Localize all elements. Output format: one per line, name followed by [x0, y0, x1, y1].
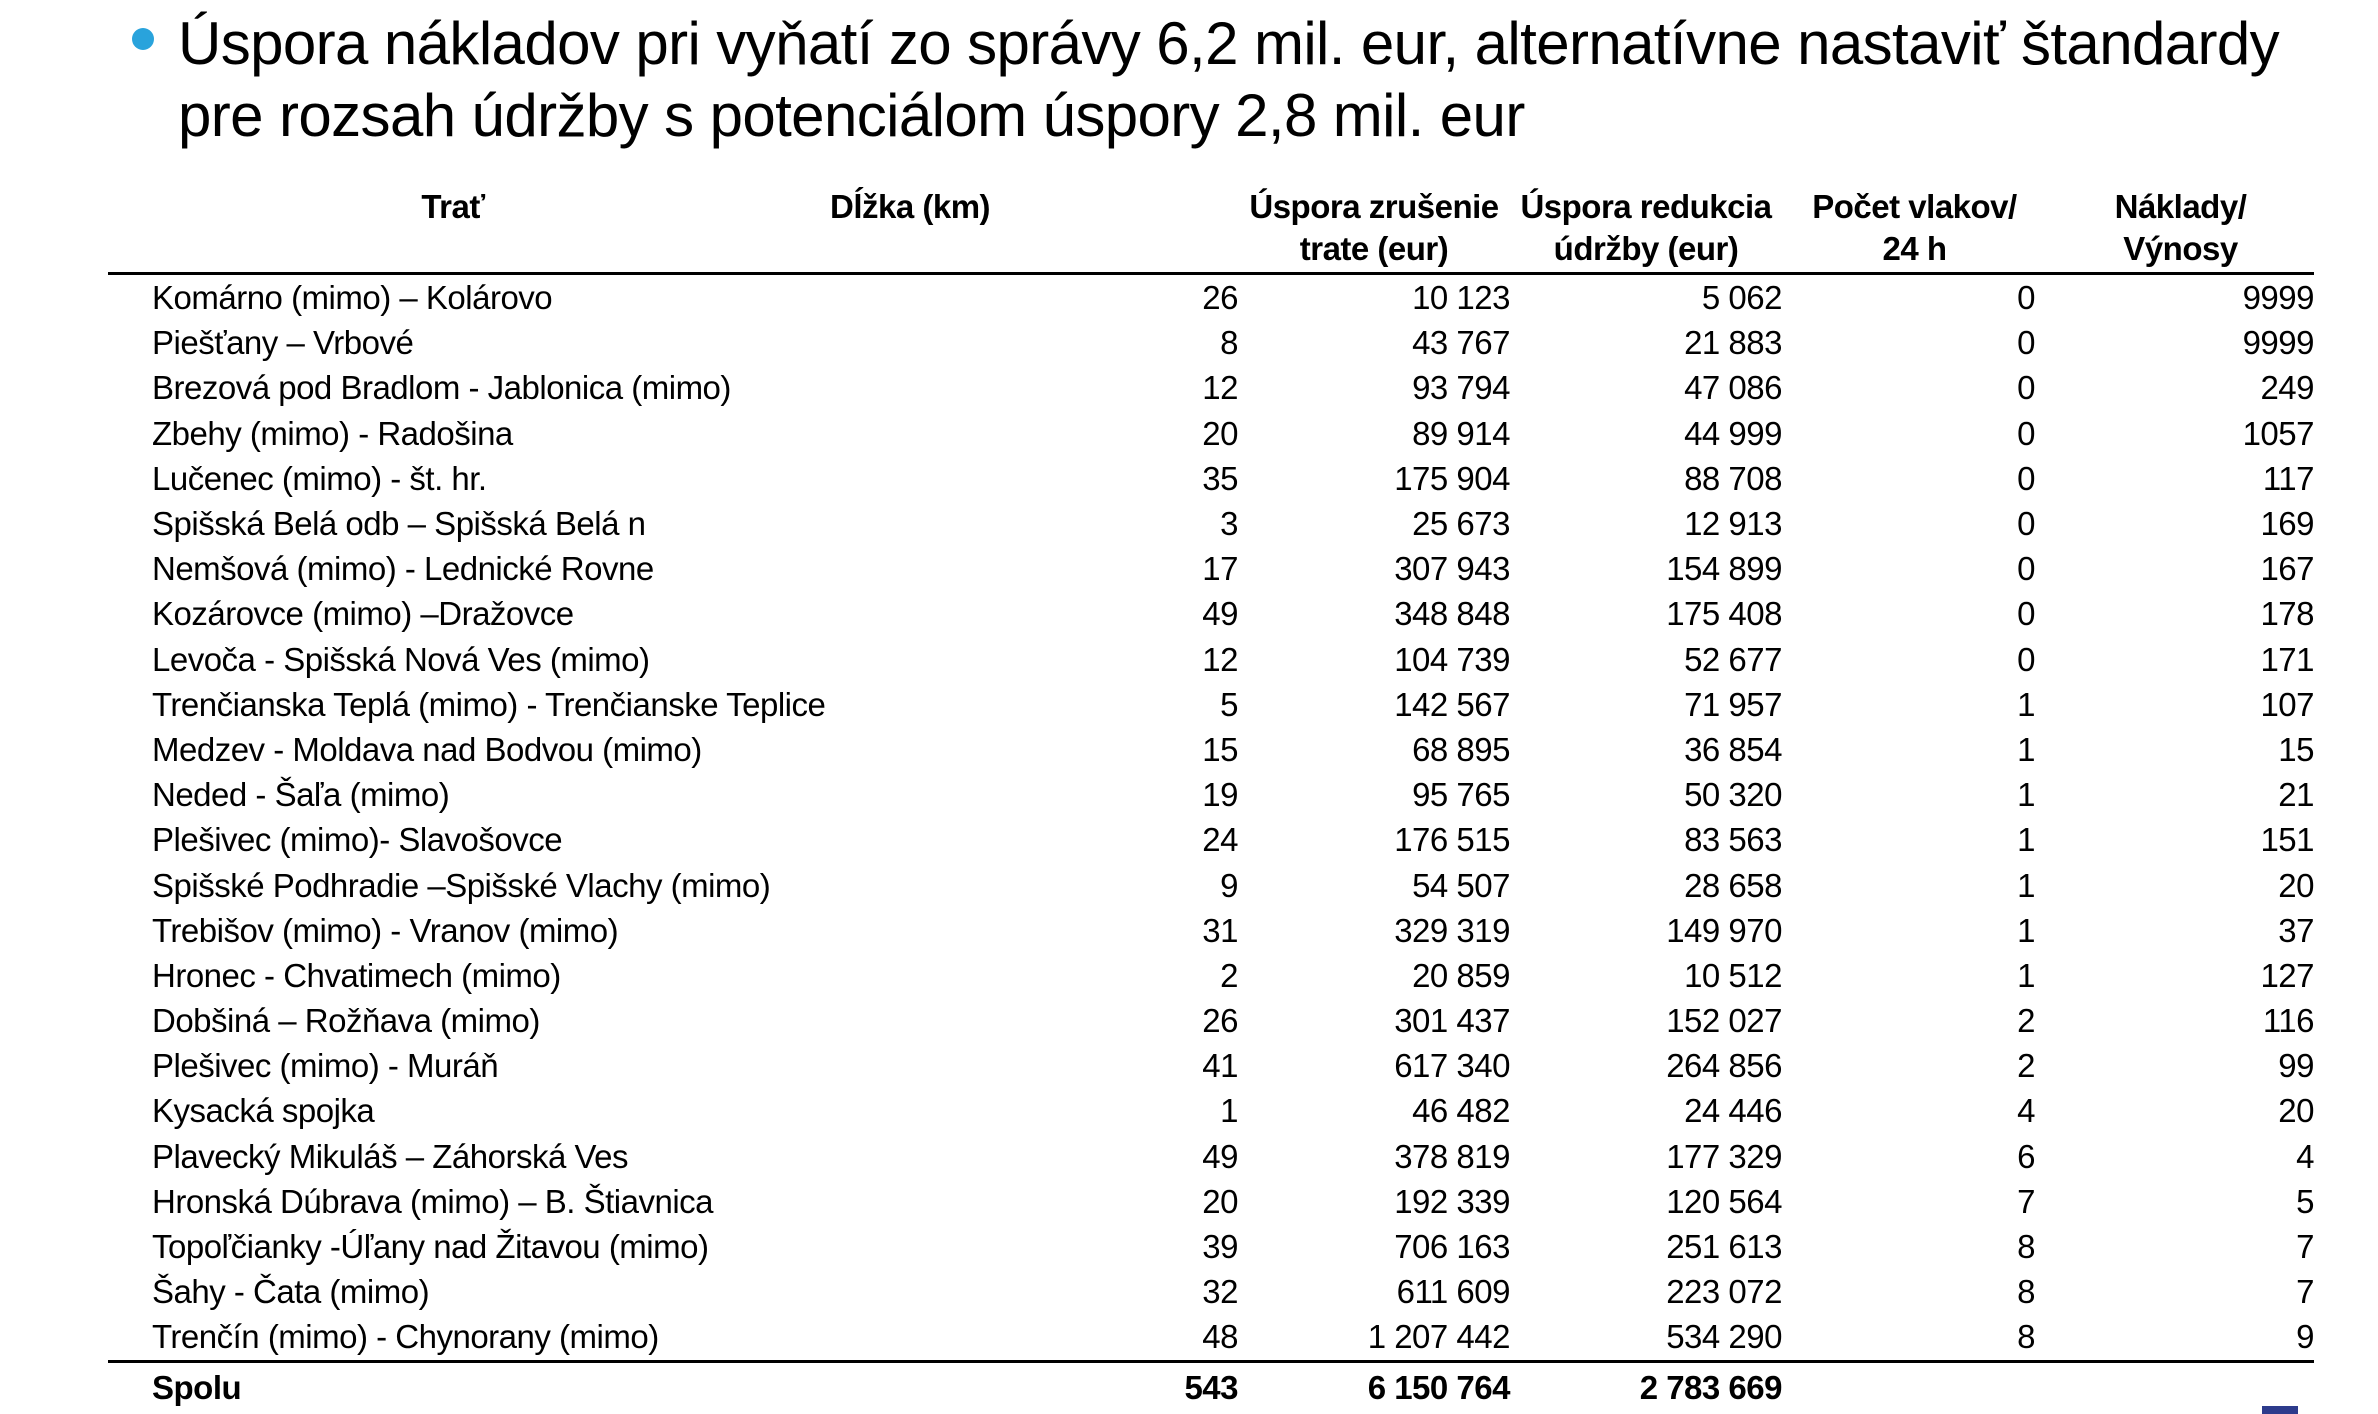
cell-uspora-redukcia: 83 563 [1684, 821, 1782, 859]
cell-trat: Trebišov (mimo) - Vranov (mimo) [152, 911, 619, 949]
cell-dlzka: 26 [1202, 279, 1238, 317]
table-header [108, 186, 2314, 274]
header-uspora-redukcia: Úspora redukcia údržby (eur) [1510, 186, 1782, 274]
cell-dlzka: 26 [1202, 1002, 1238, 1040]
table-row [108, 1314, 2314, 1361]
cell-naklady-vynosy: 9999 [2242, 324, 2314, 362]
cell-naklady-vynosy: 5 [2296, 1182, 2314, 1220]
table-row [108, 998, 2314, 1043]
table-row [108, 1179, 2314, 1224]
cell-naklady-vynosy: 117 [2262, 459, 2314, 497]
cell-naklady-vynosy: 178 [2260, 595, 2314, 633]
cell-pocet-vlakov: 0 [2017, 505, 2035, 543]
cell-naklady-vynosy: 167 [2260, 550, 2314, 588]
header-trat: Trať [108, 186, 998, 274]
cell-uspora-redukcia: 223 072 [1666, 1273, 1782, 1311]
table-row [108, 772, 2314, 817]
cell-uspora-redukcia: 36 854 [1684, 730, 1782, 768]
cell-trat: Spišská Belá odb – Spišská Belá n [152, 505, 646, 543]
cell-trat: Hronec - Chvatimech (mimo) [152, 956, 561, 994]
cell-uspora-redukcia: 71 957 [1684, 685, 1782, 723]
cell-trat: Plešivec (mimo) - Muráň [152, 1047, 499, 1085]
cell-trat: Komárno (mimo) – Kolárovo [152, 279, 553, 317]
cell-dlzka: 49 [1202, 595, 1238, 633]
cell-dlzka: 15 [1202, 730, 1238, 768]
cell-naklady-vynosy: 249 [2260, 369, 2314, 407]
cell-naklady-vynosy: 127 [2260, 956, 2314, 994]
cell-trat: Šahy - Čata (mimo) [152, 1273, 430, 1311]
cell-trat: Brezová pod Bradlom - Jablonica (mimo) [152, 369, 731, 407]
cell-naklady-vynosy: 9999 [2242, 279, 2314, 317]
table-row [108, 1269, 2314, 1314]
cell-uspora-redukcia: 177 329 [1666, 1137, 1782, 1175]
cell-trat: Trenčín (mimo) - Chynorany (mimo) [108, 1314, 998, 1361]
cell-naklady-vynosy: 4 [2296, 1137, 2314, 1175]
total-label: Spolu [152, 1368, 242, 1406]
table-body [108, 274, 2314, 1362]
cell-uspora-zrusenie: 329 319 [1394, 911, 1510, 949]
table-container [108, 186, 2314, 1413]
cell-uspora-zrusenie: 348 848 [1394, 595, 1510, 633]
cell-uspora-zrusenie: 192 339 [1394, 1182, 1510, 1220]
cell-trat: Topoľčianky -Úľany nad Žitavou (mimo) [152, 1228, 709, 1266]
cell-pocet-vlakov: 1 [2017, 866, 2035, 904]
cell-uspora-zrusenie: 68 895 [1412, 730, 1510, 768]
table-row [108, 320, 2314, 365]
cell-uspora-redukcia: 52 677 [1684, 640, 1782, 678]
cell-pocet-vlakov: 0 [2017, 279, 2035, 317]
cell-dlzka: 19 [1202, 776, 1238, 814]
cell-pocet-vlakov: 2 [2017, 1047, 2035, 1085]
cell-trat: Kozárovce (mimo) –Dražovce [152, 595, 574, 633]
cell-naklady-vynosy: 151 [2260, 821, 2314, 859]
header-naklady-vynosy: Náklady/ Výnosy [2047, 186, 2314, 274]
cell-pocet-vlakov: 8 [2017, 1273, 2035, 1311]
header-dlzka: Dĺžka (km) [998, 186, 1238, 274]
cell-pocet-vlakov: 7 [2017, 1182, 2035, 1220]
cell-uspora-redukcia: 44 999 [1684, 414, 1782, 452]
cell-uspora-zrusenie: 706 163 [1394, 1228, 1510, 1266]
cell-dlzka: 12 [1202, 369, 1238, 407]
cell-pocet-vlakov: 0 [2017, 640, 2035, 678]
header-row [108, 186, 2314, 274]
cell-trat: Dobšiná – Rožňava (mimo) [152, 1002, 540, 1040]
cell-uspora-redukcia: 28 658 [1684, 866, 1782, 904]
table-row [108, 456, 2314, 501]
table-row [108, 1088, 2314, 1133]
cell-pocet-vlakov: 8 [2017, 1228, 2035, 1266]
cell-dlzka: 39 [1202, 1228, 1238, 1266]
data-table [108, 186, 2314, 1413]
cell-trat: Plavecký Mikuláš – Záhorská Ves [152, 1137, 629, 1175]
cell-uspora-zrusenie: 93 794 [1412, 369, 1510, 407]
cell-dlzka: 20 [1202, 1182, 1238, 1220]
cell-dlzka: 41 [1202, 1047, 1238, 1085]
cell-naklady-vynosy: 7 [2296, 1273, 2314, 1311]
table-row [108, 908, 2314, 953]
cell-trat: Plešivec (mimo)- Slavošovce [152, 821, 563, 859]
cell-uspora-redukcia: 47 086 [1684, 369, 1782, 407]
cell-pocet-vlakov: 6 [2017, 1137, 2035, 1175]
table-row [108, 953, 2314, 998]
table-row [108, 817, 2314, 862]
cell-naklady-vynosy: 7 [2296, 1228, 2314, 1266]
cell-pocet-vlakov: 0 [2017, 595, 2035, 633]
cell-pocet-vlakov: 0 [2017, 550, 2035, 588]
total-redukcia: 2 783 669 [1639, 1368, 1782, 1406]
cell-pocet-vlakov: 0 [2017, 414, 2035, 452]
cell-pocet-vlakov: 1 [2017, 776, 2035, 814]
cell-trat: Piešťany – Vrbové [152, 324, 414, 362]
cell-uspora-redukcia: 50 320 [1684, 776, 1782, 814]
cell-uspora-zrusenie: 142 567 [1394, 685, 1510, 723]
cell-uspora-redukcia: 21 883 [1684, 324, 1782, 362]
cell-dlzka: 17 [1202, 550, 1238, 588]
cell-uspora-redukcia: 88 708 [1684, 459, 1782, 497]
cell-uspora-zrusenie: 176 515 [1394, 821, 1510, 859]
cell-dlzka: 5 [1220, 685, 1238, 723]
cell-dlzka: 1 [1220, 1092, 1238, 1130]
header-pocet-vlakov: Počet vlakov/ 24 h [1782, 186, 2047, 274]
cell-uspora-redukcia: 264 856 [1666, 1047, 1782, 1085]
cell-naklady-vynosy: 20 [2278, 1092, 2314, 1130]
table-footer [108, 1361, 2314, 1413]
cell-trat: Lučenec (mimo) - št. hr. [152, 459, 487, 497]
cell-uspora-redukcia: 120 564 [1666, 1182, 1782, 1220]
cell-trat: Spišské Podhradie –Spišské Vlachy (mimo) [152, 866, 771, 904]
cell-uspora-zrusenie: 89 914 [1412, 414, 1510, 452]
cell-trat: Nemšová (mimo) - Lednické Rovne [152, 550, 654, 588]
table-row [108, 501, 2314, 546]
table-row [108, 546, 2314, 591]
cell-trat: Hronská Dúbrava (mimo) – B. Štiavnica [152, 1182, 714, 1220]
table-row [108, 1043, 2314, 1088]
cell-dlzka: 3 [1220, 505, 1238, 543]
cell-uspora-zrusenie: 54 507 [1412, 866, 1510, 904]
cell-naklady-vynosy: 20 [2278, 866, 2314, 904]
total-row [108, 1361, 2314, 1413]
table-row [108, 1224, 2314, 1269]
cell-uspora-zrusenie: 307 943 [1394, 550, 1510, 588]
cell-uspora-redukcia: 10 512 [1684, 956, 1782, 994]
cell-pocet-vlakov: 0 [2017, 369, 2035, 407]
cell-dlzka: 8 [1220, 324, 1238, 362]
cell-uspora-redukcia: 534 290 [1510, 1314, 1782, 1361]
cell-dlzka: 20 [1202, 414, 1238, 452]
cell-naklady-vynosy: 9 [2047, 1314, 2314, 1361]
total-dlzka: 543 [1184, 1368, 1238, 1406]
table-row [108, 1134, 2314, 1179]
cell-pocet-vlakov: 1 [2017, 821, 2035, 859]
cell-uspora-zrusenie: 25 673 [1412, 505, 1510, 543]
cell-naklady-vynosy: 107 [2260, 685, 2314, 723]
cell-pocet-vlakov: 4 [2017, 1092, 2035, 1130]
bullet-dot-icon [132, 28, 154, 50]
cell-pocet-vlakov: 1 [2017, 911, 2035, 949]
total-zrusenie: 6 150 764 [1367, 1368, 1510, 1406]
corner-mark [2262, 1406, 2298, 1414]
cell-uspora-zrusenie: 175 904 [1394, 459, 1510, 497]
cell-trat: Levoča - Spišská Nová Ves (mimo) [152, 640, 650, 678]
cell-uspora-zrusenie: 20 859 [1412, 956, 1510, 994]
cell-dlzka: 24 [1202, 821, 1238, 859]
cell-uspora-zrusenie: 104 739 [1394, 640, 1510, 678]
cell-naklady-vynosy: 1057 [2242, 414, 2314, 452]
total-pocet-empty [1782, 1361, 2047, 1413]
cell-uspora-zrusenie: 617 340 [1394, 1047, 1510, 1085]
cell-trat: Medzev - Moldava nad Bodvou (mimo) [152, 730, 702, 768]
cell-uspora-redukcia: 251 613 [1666, 1228, 1782, 1266]
cell-dlzka: 32 [1202, 1273, 1238, 1311]
cell-pocet-vlakov: 8 [1782, 1314, 2047, 1361]
cell-dlzka: 12 [1202, 640, 1238, 678]
header-uspora-zrusenie: Úspora zrušenie trate (eur) [1238, 186, 1510, 274]
table-row [108, 727, 2314, 772]
cell-uspora-redukcia: 12 913 [1684, 505, 1782, 543]
table-row [108, 682, 2314, 727]
cell-trat: Neded - Šaľa (mimo) [152, 776, 450, 814]
cell-dlzka: 49 [1202, 1137, 1238, 1175]
table-row [108, 637, 2314, 682]
cell-pocet-vlakov: 1 [2017, 730, 2035, 768]
cell-uspora-redukcia: 154 899 [1666, 550, 1782, 588]
cell-naklady-vynosy: 99 [2278, 1047, 2314, 1085]
cell-uspora-zrusenie: 378 819 [1394, 1137, 1510, 1175]
cell-pocet-vlakov: 2 [2017, 1002, 2035, 1040]
cell-naklady-vynosy: 169 [2260, 505, 2314, 543]
cell-uspora-redukcia: 175 408 [1666, 595, 1782, 633]
cell-naklady-vynosy: 171 [2260, 640, 2314, 678]
cell-naklady-vynosy: 116 [2262, 1002, 2314, 1040]
cell-pocet-vlakov: 0 [2017, 459, 2035, 497]
cell-pocet-vlakov: 0 [2017, 324, 2035, 362]
table-row [108, 862, 2314, 907]
cell-dlzka: 2 [1220, 956, 1238, 994]
cell-uspora-zrusenie: 611 609 [1396, 1273, 1510, 1311]
cell-trat: Kysacká spojka [152, 1092, 375, 1130]
cell-uspora-zrusenie: 43 767 [1412, 324, 1510, 362]
slide-heading: Úspora nákladov pri vyňatí zo správy 6,2 mil. eur, alternatívne nastaviť štandardy pre rozsah údržby s potenciálom úspory 2,8 mil. eur [178, 10, 2280, 149]
cell-uspora-zrusenie: 46 482 [1412, 1092, 1510, 1130]
cell-naklady-vynosy: 21 [2278, 776, 2314, 814]
cell-uspora-zrusenie: 10 123 [1412, 279, 1510, 317]
cell-trat: Trenčianska Teplá (mimo) - Trenčianske Teplice [152, 685, 826, 723]
cell-pocet-vlakov: 1 [2017, 956, 2035, 994]
table-row [108, 411, 2314, 456]
cell-naklady-vynosy: 37 [2278, 911, 2314, 949]
cell-uspora-zrusenie: 95 765 [1412, 776, 1510, 814]
cell-dlzka: 9 [1220, 866, 1238, 904]
cell-trat: Zbehy (mimo) - Radošina [152, 414, 513, 452]
cell-uspora-redukcia: 152 027 [1666, 1002, 1782, 1040]
total-naklady-empty [2047, 1361, 2314, 1413]
cell-dlzka: 48 [998, 1314, 1238, 1361]
cell-naklady-vynosy: 15 [2278, 730, 2314, 768]
cell-dlzka: 31 [1202, 911, 1238, 949]
cell-uspora-redukcia: 24 446 [1684, 1092, 1782, 1130]
cell-uspora-zrusenie: 1 207 442 [1238, 1314, 1510, 1361]
cell-pocet-vlakov: 1 [2017, 685, 2035, 723]
cell-uspora-redukcia: 149 970 [1666, 911, 1782, 949]
table-row [108, 591, 2314, 636]
cell-uspora-zrusenie: 301 437 [1394, 1002, 1510, 1040]
table-row [108, 365, 2314, 410]
cell-dlzka: 35 [1202, 459, 1238, 497]
table-row [108, 274, 2314, 321]
cell-uspora-redukcia: 5 062 [1701, 279, 1782, 317]
